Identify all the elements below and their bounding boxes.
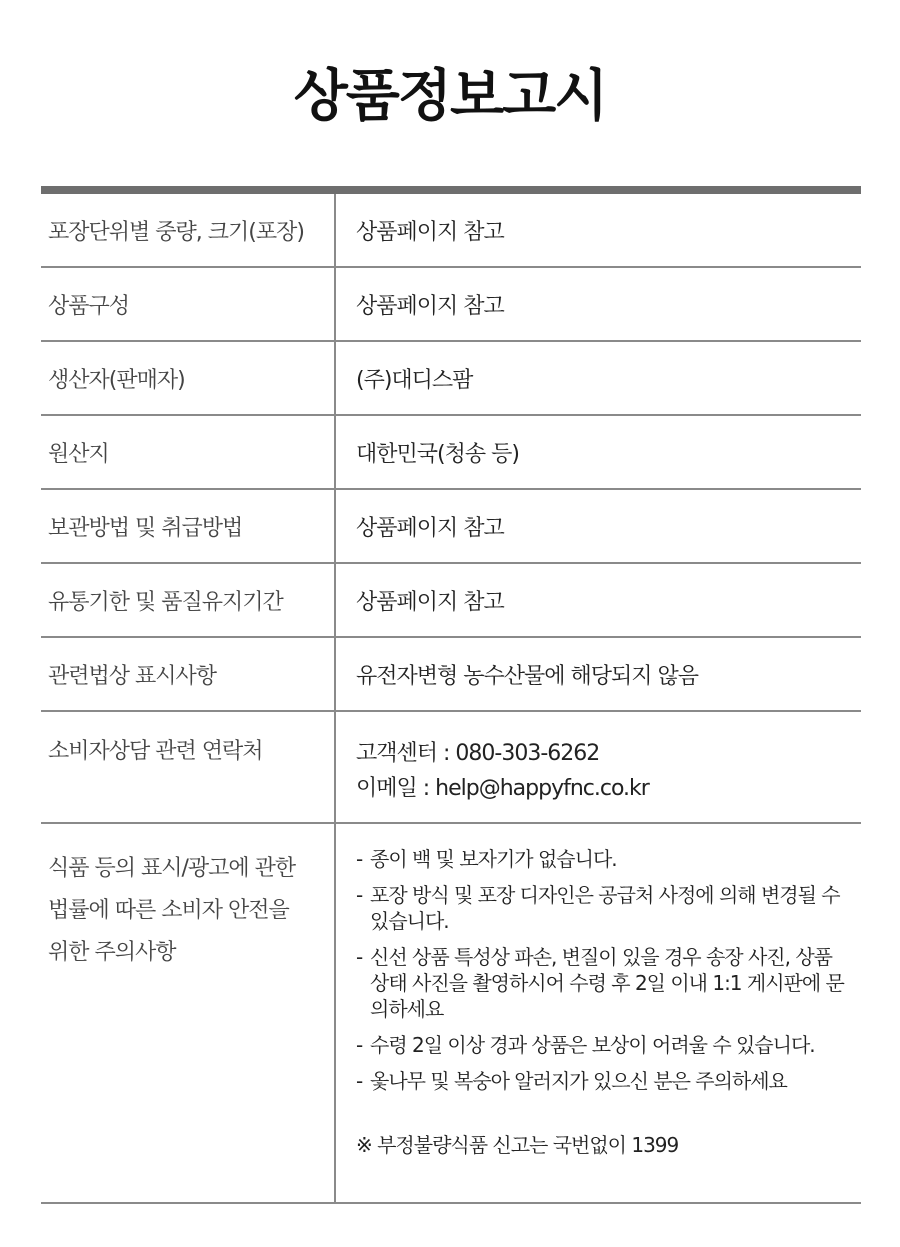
contact-value (336, 712, 861, 822)
notice-item (356, 882, 861, 934)
table-row (41, 564, 861, 638)
notice-item (356, 1068, 861, 1094)
contact-phone: 고객센터 : 080-303-6262 (356, 741, 600, 766)
row-value: 상품페이지 참고 (356, 293, 504, 319)
notice-item (356, 944, 861, 1022)
report-footnote: ※ 부정불량식품 신고는 국번없이 1399 (356, 1133, 679, 1157)
table-row (41, 194, 861, 268)
notice-item-text: 신선 상품 특성상 파손, 변질이 있을 경우 송장 사진, 상품 상태 사진을 촬영하시어 수령 후 2일 이내 1:1 게시판에 문의하세요 (370, 945, 844, 1021)
product-info-table (41, 186, 861, 1204)
row-value: 상품페이지 참고 (356, 219, 504, 245)
row-label: 포장단위별 중량, 크기(포장) (41, 194, 336, 266)
notice-item-text: 포장 방식 및 포장 디자인은 공급처 사정에 의해 변경될 수 있습니다. (370, 883, 840, 933)
row-label: 보관방법 및 취급방법 (41, 490, 336, 562)
row-value: 유전자변형 농수산물에 해당되지 않음 (356, 663, 699, 689)
table-row (41, 268, 861, 342)
notice-item-text: 수령 2일 이상 경과 상품은 보상이 어려울 수 있습니다. (370, 1033, 815, 1057)
table-row (41, 342, 861, 416)
row-label: 원산지 (41, 416, 336, 488)
notice-label-line: 식품 등의 표시/광고에 관한 (48, 856, 296, 881)
notice-item (356, 1032, 861, 1058)
contact-row (41, 712, 861, 824)
row-label: 관련법상 표시사항 (41, 638, 336, 710)
table-row (41, 416, 861, 490)
notice-row (41, 824, 861, 1204)
row-label: 생산자(판매자) (41, 342, 336, 414)
contact-email: 이메일 : help@happyfnc.co.kr (356, 776, 649, 801)
notice-item-text: 옻나무 및 복숭아 알러지가 있으신 분은 주의하세요 (370, 1069, 787, 1093)
notice-list (336, 824, 861, 1202)
contact-label: 소비자상담 관련 연락처 (41, 712, 336, 822)
dash-bullet: - (356, 883, 363, 907)
table-row (41, 490, 861, 564)
notice-label-line: 법률에 따른 소비자 안전을 (48, 898, 289, 923)
table-row (41, 638, 861, 712)
page-title: 상품정보고시 (293, 64, 607, 129)
row-value: 상품페이지 참고 (356, 589, 504, 615)
notice-item-text: 종이 백 및 보자기가 없습니다. (370, 847, 617, 871)
row-value: 상품페이지 참고 (356, 515, 504, 541)
dash-bullet: - (356, 847, 363, 871)
row-value: 대한민국(청송 등) (356, 441, 519, 467)
row-value: (주)대디스팜 (356, 367, 473, 393)
notice-label (41, 824, 336, 1202)
dash-bullet: - (356, 1069, 363, 1093)
notice-item (356, 846, 861, 872)
row-label: 상품구성 (41, 268, 336, 340)
dash-bullet: - (356, 945, 363, 969)
notice-label-line: 위한 주의사항 (48, 940, 176, 965)
dash-bullet: - (356, 1033, 363, 1057)
row-label: 유통기한 및 품질유지기간 (41, 564, 336, 636)
